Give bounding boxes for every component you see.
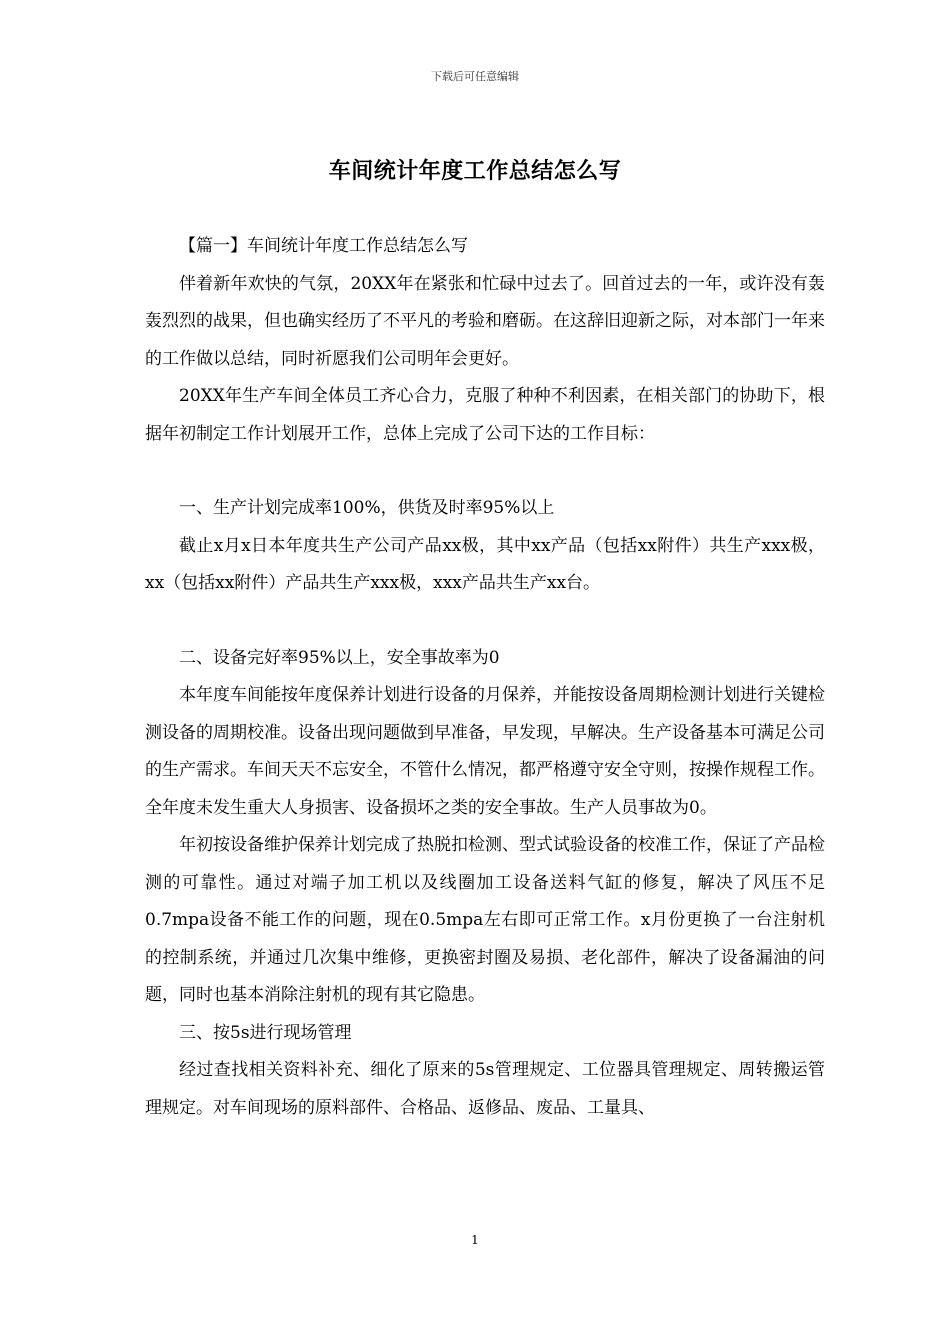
header-note: 下载后可任意编辑 bbox=[431, 70, 519, 83]
body-paragraph: 截止x月x日本年度共生产公司产品xx极，其中xx产品（包括xx附件）共生产xxx极，xx（包括xx附件）产品共生产xxx极，xxx产品共生产xx台。 bbox=[145, 535, 825, 593]
body-paragraph: 年初按设备维护保养计划完成了热脱扣检测、型式试验设备的校准工作，保证了产品检测的可靠性。通过对端子加工机以及线圈加工设备送料气缸的修复，解决了风压不足0.7mpa设备不能工作的问题，现在0.5mpa左右即可正常工作。x月份更换了一台注射机的控制系统，并通过几次集中维修，更换密封圈及易损、老化部件，解决了设备漏油的问题，同时也基本消除注射机的现有其它隐患。 bbox=[145, 835, 825, 1005]
chapter-heading: 【篇一】车间统计年度工作总结怎么写 bbox=[179, 236, 468, 256]
body-paragraph: 20XX年生产车间全体员工齐心合力，克服了种种不利因素，在相关部门的协助下，根据年初制定工作计划展开工作，总体上完成了公司下达的工作目标： bbox=[145, 386, 825, 444]
section-heading-3: 三、按5s进行现场管理 bbox=[179, 1022, 352, 1043]
document-title: 车间统计年度工作总结怎么写 bbox=[328, 158, 622, 184]
body-paragraph: 经过查找相关资料补充、细化了原来的5s管理规定、工位器具管理规定、周转搬运管理规定。对车间现场的原料部件、合格品、返修品、废品、工量具、 bbox=[145, 1060, 825, 1118]
document-body bbox=[145, 228, 825, 1127]
body-paragraph: 伴着新年欢快的气氛，20XX年在紧张和忙碌中过去了。回首过去的一年，或许没有轰轰烈烈的战果，但也确实经历了不平凡的考验和磨砺。在这辞旧迎新之际，对本部门一年来的工作做以总结，同时祈愿我们公司明年会更好。 bbox=[145, 273, 825, 369]
section-heading-1: 一、生产计划完成率100%，供货及时率95%以上 bbox=[179, 498, 555, 518]
page-number: 1 bbox=[471, 1233, 479, 1247]
body-paragraph: 本年度车间能按年度保养计划进行设备的月保养，并能按设备周期检测计划进行关键检测设备的周期校准。设备出现问题做到早准备，早发现，早解决。生产设备基本可满足公司的生产需求。车间天天不忘安全，不管什么情况，都严格遵守安全守则，按操作规程工作。全年度未发生重大人身损害、设备损坏之类的安全事故。生产人员事故为0。 bbox=[145, 685, 825, 818]
section-heading-2: 二、设备完好率95%以上，安全事故率为0 bbox=[179, 647, 500, 668]
